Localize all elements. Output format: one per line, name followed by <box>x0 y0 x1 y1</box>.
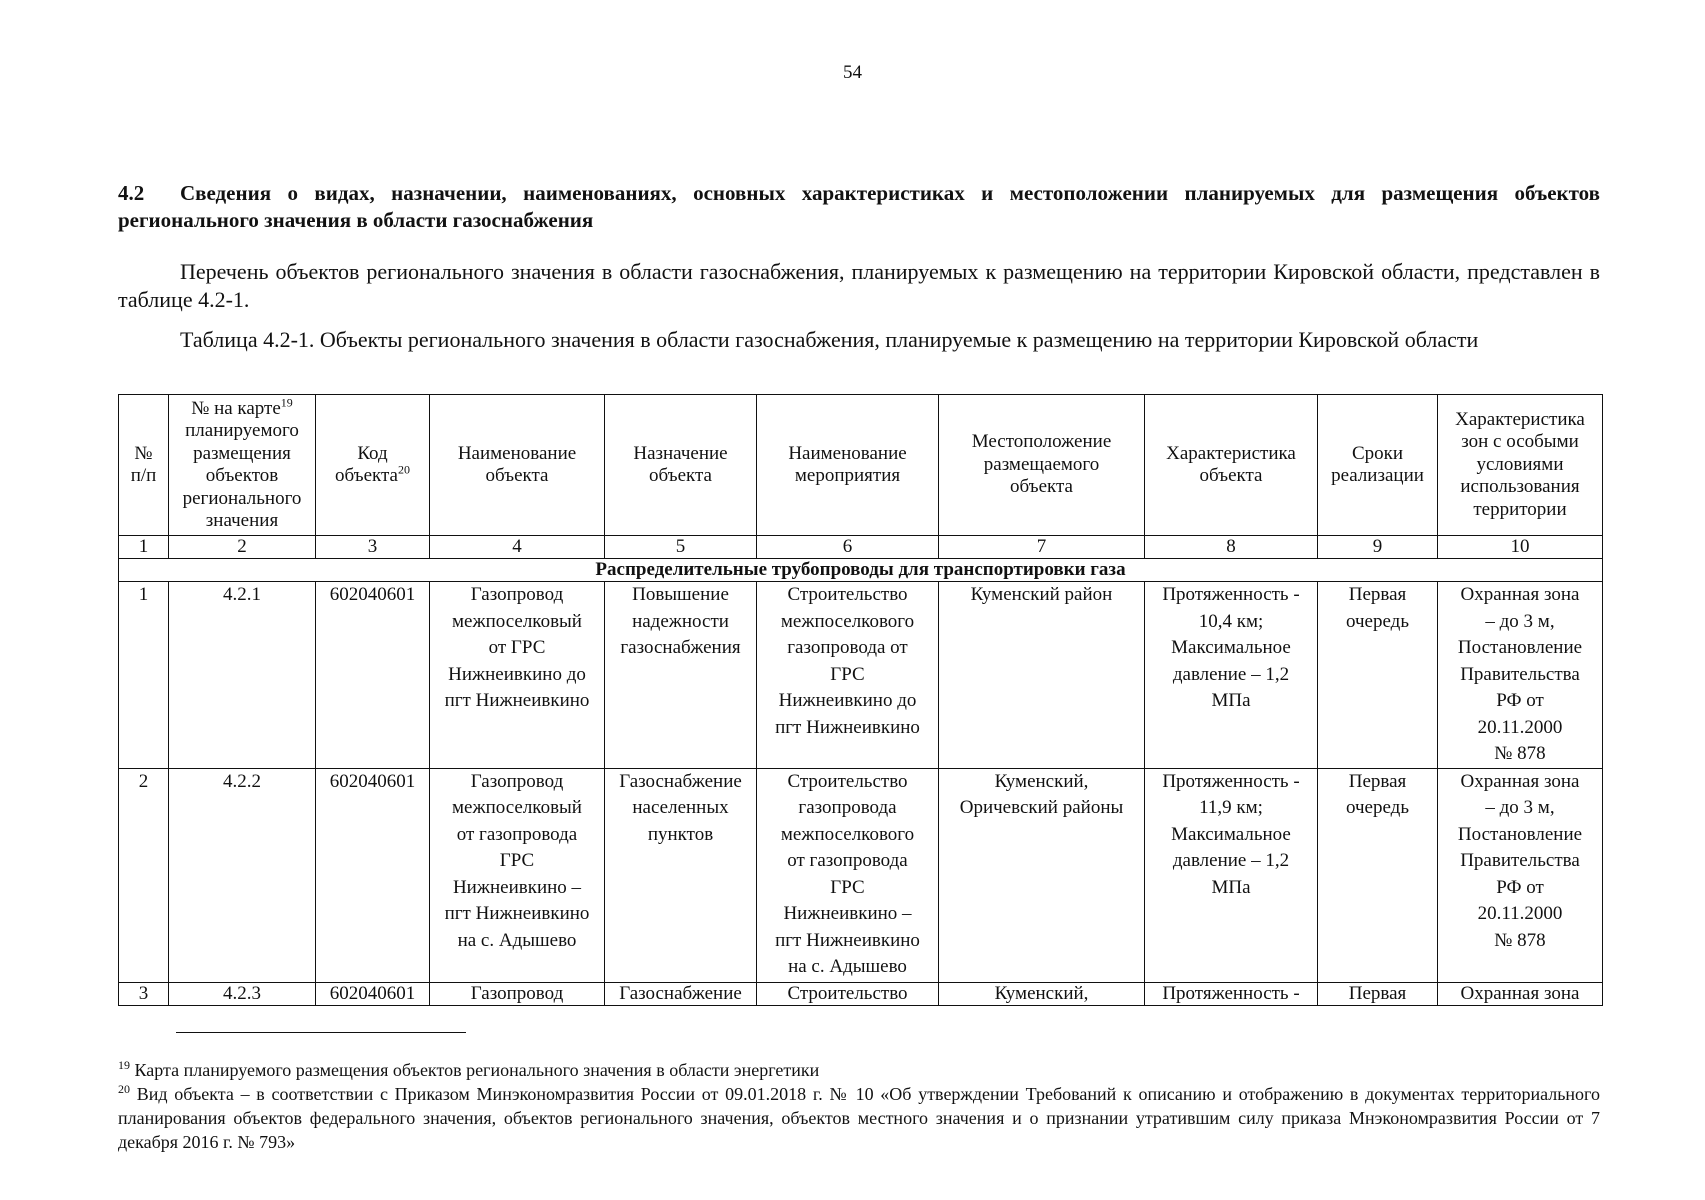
section-number: 4.2 <box>118 181 145 205</box>
footnote-marker: 19 <box>118 1058 130 1072</box>
header-map-number-rest: планируемого размещения объектов регионального значения <box>182 420 302 531</box>
section-heading <box>118 180 1600 234</box>
footnote-ref-20: 20 <box>397 462 410 477</box>
column-index: 5 <box>605 536 757 559</box>
measure-name: Строительство газопровода межпоселкового от газопровода ГРС Нижнеивкино – пгт Нижнеивкино на с. Адышево <box>757 768 939 982</box>
footnote-ref-19: 19 <box>280 395 293 410</box>
column-index-row <box>119 536 1603 559</box>
footnote-20 <box>118 1082 1600 1154</box>
page-number: 54 <box>843 62 862 83</box>
header-object-name: Наименование объекта <box>430 395 605 536</box>
map-number: 4.2.2 <box>169 768 316 982</box>
intro-paragraph: Перечень объектов регионального значения в области газоснабжения, планируемых к размещению на территории Кировской области, представлен в таблице 4.2-1. <box>118 259 1600 312</box>
objects-table <box>118 394 1603 1006</box>
column-index: 4 <box>430 536 605 559</box>
footnote-text: Карта планируемого размещения объектов регионального значения в области энергетики <box>134 1060 820 1080</box>
map-number: 4.2.1 <box>169 582 316 769</box>
footnote-divider <box>176 1032 466 1033</box>
measure-name: Строительство межпоселкового газопровода от ГРС Нижнеивкино до пгт Нижнеивкино <box>757 582 939 769</box>
header-number: № п/п <box>119 395 169 536</box>
table-header-row <box>119 395 1603 536</box>
column-index: 9 <box>1318 536 1438 559</box>
section-title: Сведения о видах, назначении, наименованиях, основных характеристиках и местоположении планируемых для размещения объектов регионального значения в области газоснабжения <box>118 181 1600 232</box>
group-row <box>119 559 1603 582</box>
special-zones: Охранная зона – до 3 м, Постановление Правительства РФ от 20.11.2000 № 878 <box>1438 582 1603 769</box>
header-object-code-label: Код объекта <box>335 442 398 486</box>
object-code: 602040601 <box>316 582 430 769</box>
group-title: Распределительные трубопроводы для транспортировки газа <box>119 559 1603 582</box>
special-zones: Охранная зона – до 3 м, Постановление Правительства РФ от 20.11.2000 № 878 <box>1438 768 1603 982</box>
footnote-19 <box>118 1058 1600 1082</box>
header-location: Местоположение размещаемого объекта <box>939 395 1145 536</box>
row-number: 3 <box>119 982 169 1005</box>
object-purpose: Повышение надежности газоснабжения <box>605 582 757 769</box>
column-index: 2 <box>169 536 316 559</box>
column-index: 10 <box>1438 536 1603 559</box>
column-index: 1 <box>119 536 169 559</box>
header-map-number-label: № на карте <box>191 397 281 419</box>
header-measure-name: Наименование мероприятия <box>757 395 939 536</box>
object-characteristic: Протяженность - 11,9 км; Максимальное давление – 1,2 МПа <box>1145 768 1318 982</box>
footnotes <box>118 1058 1600 1154</box>
object-location: Куменский, <box>939 982 1145 1005</box>
column-index: 7 <box>939 536 1145 559</box>
object-characteristic: Протяженность - <box>1145 982 1318 1005</box>
object-purpose: Газоснабжение населенных пунктов <box>605 768 757 982</box>
table-row <box>119 768 1603 982</box>
table-caption: Таблица 4.2-1. Объекты регионального значения в области газоснабжения, планируемые к размещению на территории Кировской области <box>180 327 1479 352</box>
table-row <box>119 982 1603 1005</box>
header-object-code <box>316 395 430 536</box>
header-characteristic: Характеристика объекта <box>1145 395 1318 536</box>
footnote-marker: 20 <box>118 1082 130 1096</box>
header-object-purpose: Назначение объекта <box>605 395 757 536</box>
header-term: Сроки реализации <box>1318 395 1438 536</box>
table-row <box>119 582 1603 769</box>
object-location: Куменский, Оричевский районы <box>939 768 1145 982</box>
measure-name: Строительство <box>757 982 939 1005</box>
object-name: Газопровод межпоселковый от газопровода ГРС Нижнеивкино – пгт Нижнеивкино на с. Адышево <box>430 768 605 982</box>
object-code: 602040601 <box>316 982 430 1005</box>
map-number: 4.2.3 <box>169 982 316 1005</box>
footnote-text: Вид объекта – в соответствии с Приказом Минэкономразвития России от 09.01.2018 г. № 10 «Об утверждении Требований к описанию и отображению в документах территориального планирования объектов федерального значения, объектов регионального значения, объектов местного значения и о признании утратившим силу приказа Мнэкономразвития России от 7 декабря 2016 г. № 793» <box>118 1084 1600 1152</box>
object-purpose: Газоснабжение <box>605 982 757 1005</box>
object-location: Куменский район <box>939 582 1145 769</box>
header-zones: Характеристика зон с особыми условиями использования территории <box>1438 395 1603 536</box>
object-name: Газопровод <box>430 982 605 1005</box>
implementation-term: Первая очередь <box>1318 582 1438 769</box>
object-characteristic: Протяженность - 10,4 км; Максимальное давление – 1,2 МПа <box>1145 582 1318 769</box>
implementation-term: Первая <box>1318 982 1438 1005</box>
special-zones: Охранная зона <box>1438 982 1603 1005</box>
column-index: 3 <box>316 536 430 559</box>
row-number: 1 <box>119 582 169 769</box>
column-index: 6 <box>757 536 939 559</box>
implementation-term: Первая очередь <box>1318 768 1438 982</box>
column-index: 8 <box>1145 536 1318 559</box>
row-number: 2 <box>119 768 169 982</box>
object-name: Газопровод межпоселковый от ГРС Нижнеивкино до пгт Нижнеивкино <box>430 582 605 769</box>
object-code: 602040601 <box>316 768 430 982</box>
header-map-number <box>169 395 316 536</box>
